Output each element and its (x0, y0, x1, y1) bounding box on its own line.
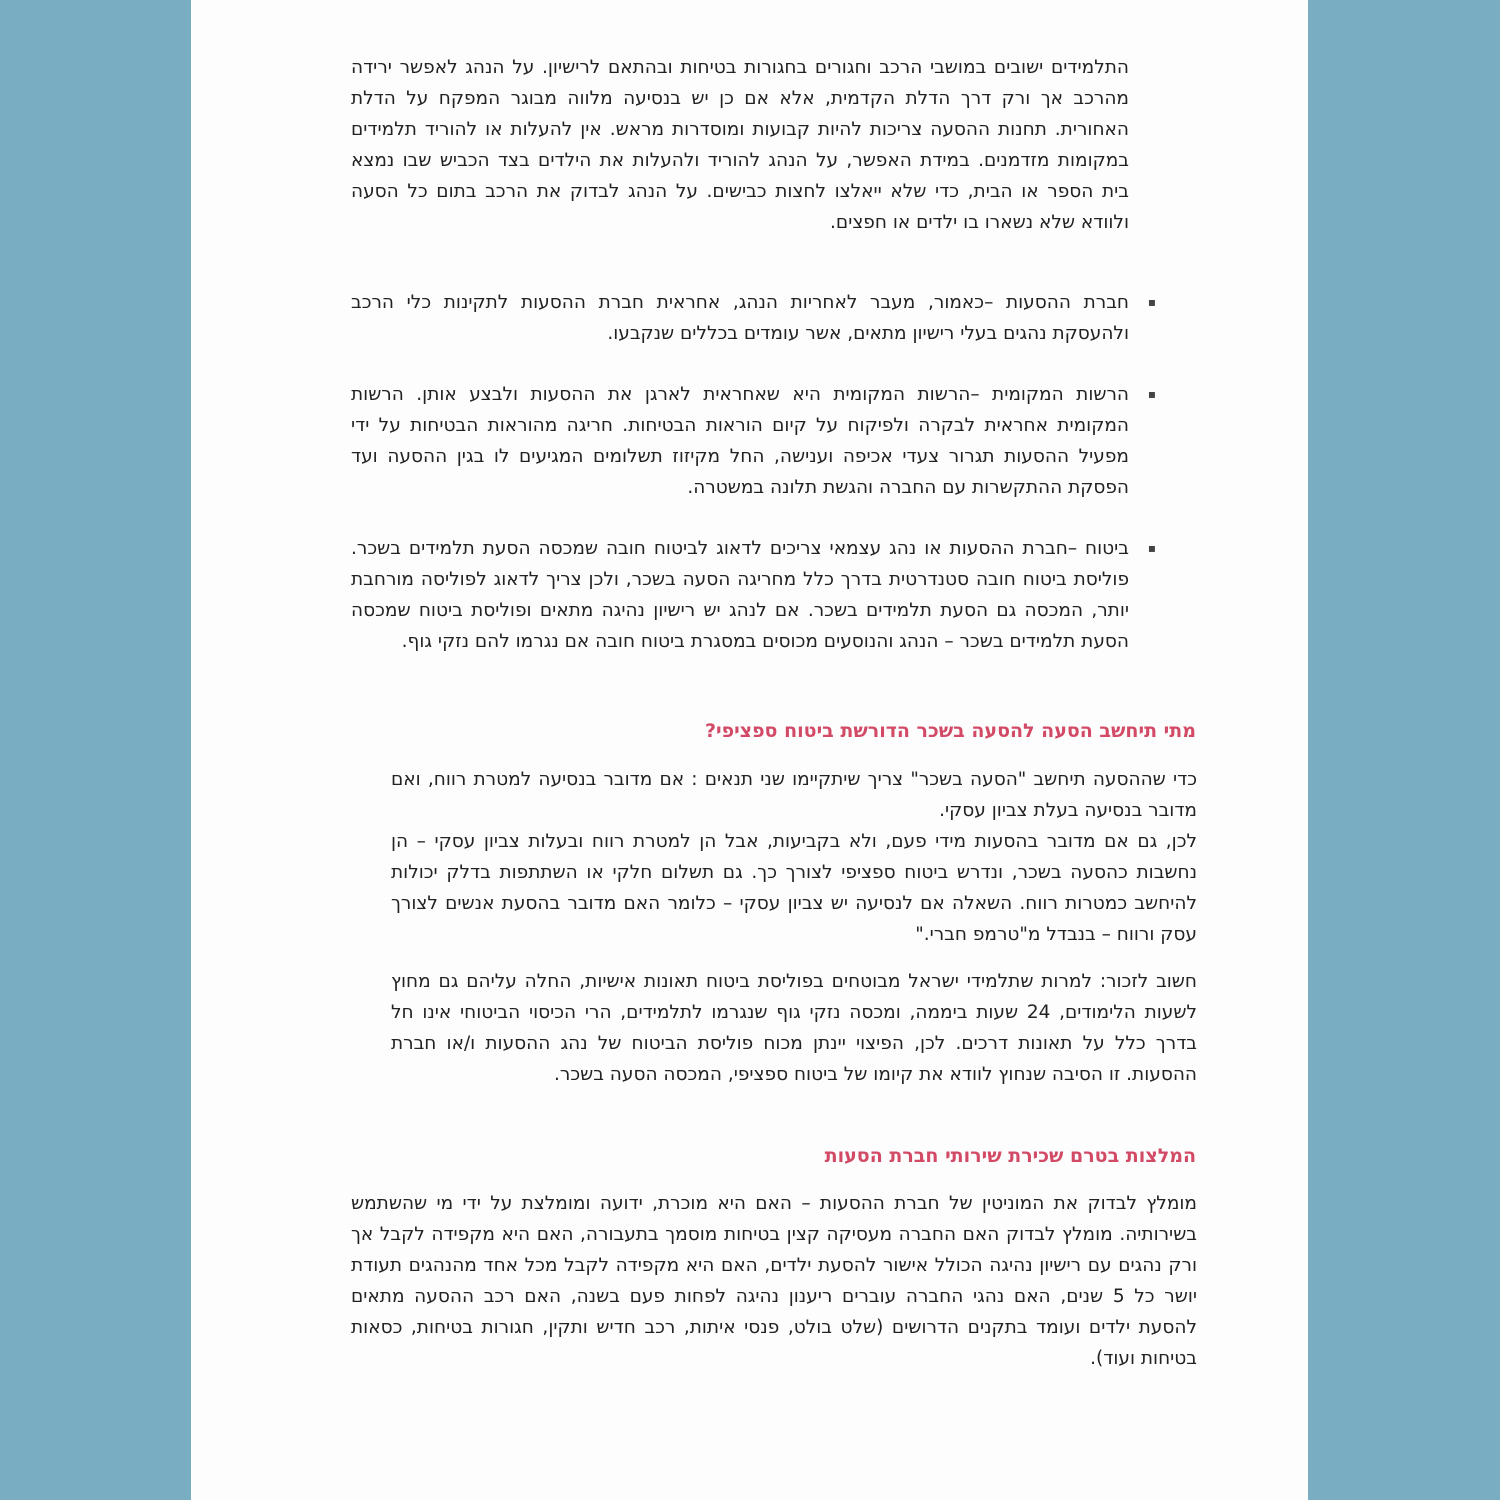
bullet-list (351, 287, 1157, 687)
bullet-item-transport-company (351, 287, 1157, 349)
bullet-text: חברת ההסעות –כאמור, מעבר לאחריות הנהג, אחראית חברת ההסעות לתקינות כלי הרכב ולהעסקת נהגים בעלי רישיון מתאים, אשר עומדים בכללים שנקבעו. (351, 292, 1129, 344)
bullet-text: הרשות המקומית –הרשות המקומית היא שאחראית לארגן את ההסעות ולבצע אותן. הרשות המקומית אחראית לבקרה ולפיקוח על קיום הוראות הבטיחות. חריגה מהוראות הבטיחות על ידי מפעיל ההסעות תגרור צעדי אכיפה וענישה, החל מקיזוז תשלומים המגיעים לו בגין ההסעה ועד הפסקת ההתקשרות עם החברה והגשת תלונה במשטרה. (351, 384, 1129, 498)
intro-text: התלמידים ישובים במושבי הרכב וחגורים בחגורות בטיחות ובהתאם לרישיון. על הנהג לאפשר ירידה מהרכב אך ורק דרך הדלת הקדמית, אלא אם כן יש בנסיעה מלווה מבוגר המפקח על הדלת האחורית. תחנות ההסעה צריכות להיות קבועות ומוסדרות מראש. אין להעלות או להוריד תלמידים במקומות מזדמנים. במידת האפשר, על הנהג להוריד ולהעלות את הילדים בצד הכביש שבו נמצא בית הספר או הבית, כדי שלא ייאלצו לחצות כבישים. על הנהג לבדוק את הרכב בתום כל הסעה ולוודא שלא נשארו בו ילדים או חפצים. (351, 57, 1129, 233)
paid-transport-conditions: כדי שההסעה תיחשב "הסעה בשכר" צריך שיתקיימו שני תנאים : אם מדובר בנסיעה למטרת רווח, ואם מדובר בנסיעה בעלת צביון עסקי. (391, 769, 1197, 821)
bullet-item-insurance (351, 533, 1157, 657)
section-heading-paid-transport: מתי תיחשב הסעה להסעה בשכר הדורשת ביטוח ספציפי? (704, 720, 1196, 742)
intro-paragraph (351, 52, 1129, 238)
document-page (191, 0, 1308, 1500)
paid-transport-section (391, 764, 1197, 950)
bullet-item-local-authority (351, 379, 1157, 503)
important-note (391, 966, 1197, 1090)
recommendations-section (351, 1188, 1197, 1374)
section-heading-recommendations: המלצות בטרם שכירת שירותי חברת הסעות (824, 1145, 1196, 1167)
bullet-square-icon: ▪ (1147, 541, 1157, 555)
bullet-text: ביטוח –חברת ההסעות או נהג עצמאי צריכים לדאוג לביטוח חובה שמכסה הסעת תלמידים בשכר. פוליסת ביטוח חובה סטנדרטית בדרך כלל מחריגה הסעה בשכר, ולכן צריך לדאוג לפוליסה מורחבת יותר, המכסה גם הסעת תלמידים בשכר. אם לנהג יש רישיון נהיגה מתאים ופוליסת ביטוח שמכסה הסעת תלמידים בשכר – הנהג והנוסעים מכוסים במסגרת ביטוח חובה אם נגרמו להם נזקי גוף. (351, 538, 1129, 652)
bullet-square-icon: ▪ (1147, 295, 1157, 309)
paid-transport-explanation: לכן, גם אם מדובר בהסעות מידי פעם, ולא בקביעות, אבל הן למטרת רווח ובעלות צביון עסקי – הן נחשבות כהסעה בשכר, ונדרש ביטוח ספציפי לצורך כך. גם תשלום חלקי או השתתפות בדלק יכולות להיחשב כמטרות רווח. השאלה אם לנסיעה יש צביון עסקי – כלומר האם מדובר בהסעת אנשים לצורך עסק ורווח – בנבדל מ"טרמפ חברי." (391, 831, 1197, 945)
bullet-square-icon: ▪ (1147, 387, 1157, 401)
recommendations-text: מומלץ לבדוק את המוניטין של חברת ההסעות – האם היא מוכרת, ידועה ומומלצת על ידי מי שהשתמש בשירותיה. מומלץ לבדוק האם החברה מעסיקה קצין בטיחות מוסמך בתעבורה, האם היא מקפידה לקבל אך ורק נהגים עם רישיון נהיגה הכולל אישור להסעת ילדים, האם היא מקפידה לקבל מכל אחד מהנהגים תעודת יושר כל 5 שנים, האם נהגי החברה עוברים ריענון נהיגה לפחות פעם בשנה, האם רכב ההסעה מתאים להסעת ילדים ועומד בתקנים הדרושים (שלט בולט, פנסי איתות, רכב חדיש ותקין, חגורות בטיחות, כסאות בטיחות ועוד). (351, 1193, 1197, 1369)
important-note-text: חשוב לזכור: למרות שתלמידי ישראל מבוטחים בפוליסת ביטוח תאונות אישיות, החלה עליהם גם מחוץ לשעות הלימודים, 24 שעות ביממה, ומכסה נזקי גוף שנגרמו לתלמידים, הרי הכיסוי הביטוחי אינו חל בדרך כלל על תאונות דרכים. לכן, הפיצוי יינתן מכוח פוליסת הביטוח של נהג ההסעות ו/או חברת ההסעות. זו הסיבה שנחוץ לוודא את קיומו של ביטוח ספציפי, המכסה הסעה בשכר. (391, 971, 1197, 1085)
